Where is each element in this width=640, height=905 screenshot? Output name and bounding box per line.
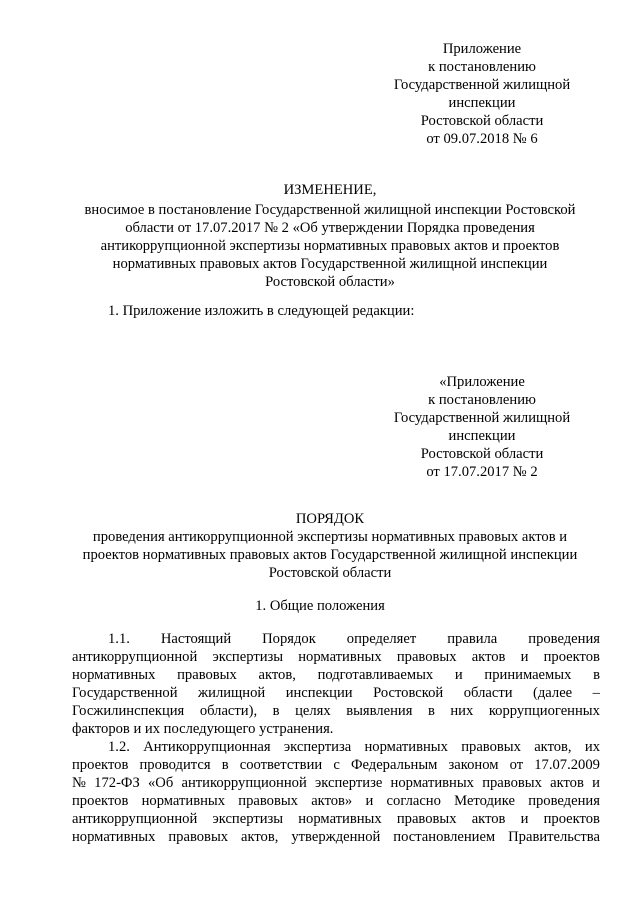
order-title: ПОРЯДОК bbox=[295, 511, 365, 527]
paragraph-word: «Об bbox=[148, 775, 174, 791]
paragraph-word: нормативных bbox=[141, 793, 226, 809]
change-line: области от 17.07.2017 № 2 «Об утверждении Порядка проведения bbox=[125, 220, 535, 236]
paragraph-word: актов bbox=[471, 811, 506, 827]
change-line: вносимое в постановление Государственной жилищной инспекции Ростовской bbox=[84, 202, 576, 218]
inner-appendix-line: к постановлению bbox=[428, 392, 536, 408]
paragraph-word: коррупциогенных bbox=[488, 703, 600, 719]
paragraph-word: 172-ФЗ bbox=[94, 775, 140, 791]
paragraph-word: и bbox=[365, 793, 374, 809]
paragraph-word: принимаемых bbox=[484, 667, 572, 683]
paragraph-word: экспертизе bbox=[315, 775, 383, 791]
inner-appendix-line: Ростовской области bbox=[420, 446, 544, 462]
paragraph-word: актов» bbox=[311, 793, 353, 809]
paragraph-word: и bbox=[592, 775, 600, 791]
paragraph-line bbox=[72, 666, 600, 684]
paragraph-word: Настоящий bbox=[160, 631, 232, 647]
paragraph-word: с bbox=[333, 757, 340, 773]
paragraph-word: Методике bbox=[454, 793, 515, 809]
section-1-title: 1. Общие положения bbox=[255, 598, 385, 614]
paragraph-word: проектов bbox=[72, 757, 129, 773]
paragraph-word: антикоррупционной bbox=[181, 775, 307, 791]
paragraph-word: целях bbox=[295, 703, 331, 719]
paragraph-word: их bbox=[584, 739, 600, 755]
paragraph-word: № bbox=[72, 775, 86, 791]
paragraph-word: актов, bbox=[534, 739, 572, 755]
paragraph-line bbox=[72, 720, 600, 738]
change-title: ИЗМЕНЕНИЕ, bbox=[283, 182, 377, 198]
appendix-header-line: от 09.07.2018 № 6 bbox=[426, 131, 538, 147]
appendix-header-line: Ростовской области bbox=[420, 113, 544, 129]
paragraph-word: нормативных bbox=[390, 775, 474, 791]
paragraph-line bbox=[72, 810, 600, 828]
paragraph-word: постановлением bbox=[393, 829, 496, 845]
appendix-header-line: Государственной жилищной bbox=[393, 77, 571, 93]
paragraph-word: правовых bbox=[396, 649, 457, 665]
paragraph-word: в bbox=[221, 757, 229, 773]
paragraph-line bbox=[72, 630, 600, 648]
paragraph-word: в bbox=[593, 667, 600, 683]
paragraph-word: согласно bbox=[386, 793, 441, 809]
paragraph-word: факторов и их последующего устранения. bbox=[72, 721, 334, 737]
paragraph-word: проектов bbox=[72, 793, 129, 809]
paragraph-word: правовых bbox=[482, 775, 542, 791]
paragraph-word: Антикоррупционная bbox=[143, 739, 271, 755]
paragraph-line bbox=[72, 684, 600, 702]
paragraph-word: нормативных bbox=[298, 811, 382, 827]
paragraph-word: от bbox=[509, 757, 524, 773]
paragraph-word: соответствии bbox=[239, 757, 323, 773]
paragraph-word: нормативных bbox=[72, 667, 156, 683]
paragraph-word: правовых bbox=[238, 793, 298, 809]
order-block bbox=[60, 510, 600, 582]
paragraph-word: Ростовской bbox=[373, 685, 444, 701]
paragraph-word: проведения bbox=[528, 631, 600, 647]
paragraph-word: и bbox=[520, 811, 529, 827]
paragraph-word: проектов bbox=[543, 811, 600, 827]
paragraph-word: проектов bbox=[543, 649, 600, 665]
paragraph-word: – bbox=[592, 685, 600, 701]
paragraph-word: 17.07.2009 bbox=[534, 757, 600, 773]
paragraph-word: актов, bbox=[258, 667, 296, 683]
paragraph-word: них bbox=[450, 703, 474, 719]
paragraph-word: области), bbox=[199, 703, 258, 719]
change-line: антикоррупционной экспертизы нормативных правовых актов и проектов bbox=[100, 238, 560, 254]
inner-appendix bbox=[382, 373, 582, 481]
paragraph-word: антикоррупционной bbox=[72, 811, 198, 827]
change-block bbox=[60, 181, 600, 291]
inner-appendix-line: «Приложение bbox=[439, 374, 525, 390]
paragraph-word: актов bbox=[471, 649, 506, 665]
inner-appendix-line: от 17.07.2017 № 2 bbox=[426, 464, 538, 480]
paragraph-word: (далее bbox=[533, 685, 573, 701]
order-line: проектов нормативных правовых актов Государственной жилищной инспекции bbox=[82, 547, 578, 563]
paragraph-word: Правительства bbox=[508, 829, 600, 845]
paragraph-word: антикоррупционной bbox=[72, 649, 198, 665]
paragraph-word: выявления bbox=[346, 703, 413, 719]
paragraph-word: Государственной bbox=[72, 685, 178, 701]
paragraph-line bbox=[72, 792, 600, 810]
paragraph-word: 1.2. bbox=[108, 739, 130, 755]
paragraph-word: экспертиза bbox=[283, 739, 352, 755]
appendix-header-line: Приложение bbox=[442, 41, 522, 57]
paragraph-word: Федеральным bbox=[350, 757, 438, 773]
paragraph-word: нормативных bbox=[364, 739, 448, 755]
paragraph-word: жилищной bbox=[198, 685, 266, 701]
item-1-text: 1. Приложение изложить в следующей редакции: bbox=[108, 303, 415, 319]
inner-appendix-line: инспекции bbox=[448, 428, 516, 444]
appendix-header-line: инспекции bbox=[448, 95, 516, 111]
paragraph-word: инспекции bbox=[285, 685, 353, 701]
paragraph-word: подготавливаемых bbox=[317, 667, 434, 683]
paragraph-line bbox=[72, 738, 600, 756]
paragraph-word: правовых bbox=[177, 667, 237, 683]
paragraph-line bbox=[72, 648, 600, 666]
paragraph-word: экспертизы bbox=[212, 811, 284, 827]
paragraph-word: актов, bbox=[241, 829, 279, 845]
paragraph-word: экспертизы bbox=[212, 649, 284, 665]
appendix-header-line: к постановлению bbox=[428, 59, 536, 75]
paragraph-word: Порядок bbox=[262, 631, 316, 647]
order-line: проведения антикоррупционной экспертизы нормативных правовых актов и bbox=[92, 529, 568, 545]
paragraph-word: и bbox=[520, 649, 529, 665]
paragraph-1-1 bbox=[72, 630, 600, 738]
paragraph-word: правовых bbox=[461, 739, 521, 755]
paragraph-line bbox=[72, 774, 600, 792]
appendix-header bbox=[382, 40, 582, 148]
paragraph-word: законом bbox=[448, 757, 499, 773]
paragraph-word: утвержденной bbox=[291, 829, 381, 845]
paragraph-word: правовых bbox=[168, 829, 229, 845]
paragraph-word: проведения bbox=[528, 793, 600, 809]
order-line: Ростовской области bbox=[268, 565, 392, 581]
paragraph-word: Госжилинспекция bbox=[72, 703, 185, 719]
paragraph-word: нормативных bbox=[72, 829, 156, 845]
paragraph-word: в bbox=[272, 703, 280, 719]
paragraph-word: проводится bbox=[139, 757, 211, 773]
paragraph-word: и bbox=[454, 667, 463, 683]
paragraph-1-2 bbox=[72, 738, 600, 846]
paragraph-word: 1.1. bbox=[108, 631, 130, 647]
paragraph-line bbox=[72, 702, 600, 720]
paragraph-word: в bbox=[427, 703, 435, 719]
paragraph-word: определяет bbox=[346, 631, 417, 647]
paragraph-word: актов bbox=[550, 775, 584, 791]
inner-appendix-line: Государственной жилищной bbox=[393, 410, 571, 426]
paragraph-line bbox=[72, 756, 600, 774]
paragraph-word: нормативных bbox=[298, 649, 382, 665]
paragraph-word: правовых bbox=[396, 811, 457, 827]
paragraph-line bbox=[72, 828, 600, 846]
change-line: Ростовской области» bbox=[265, 274, 395, 290]
paragraph-word: правила bbox=[447, 631, 498, 647]
change-line: нормативных правовых актов Государственной жилищной инспекции bbox=[112, 256, 548, 272]
paragraph-word: области bbox=[463, 685, 513, 701]
